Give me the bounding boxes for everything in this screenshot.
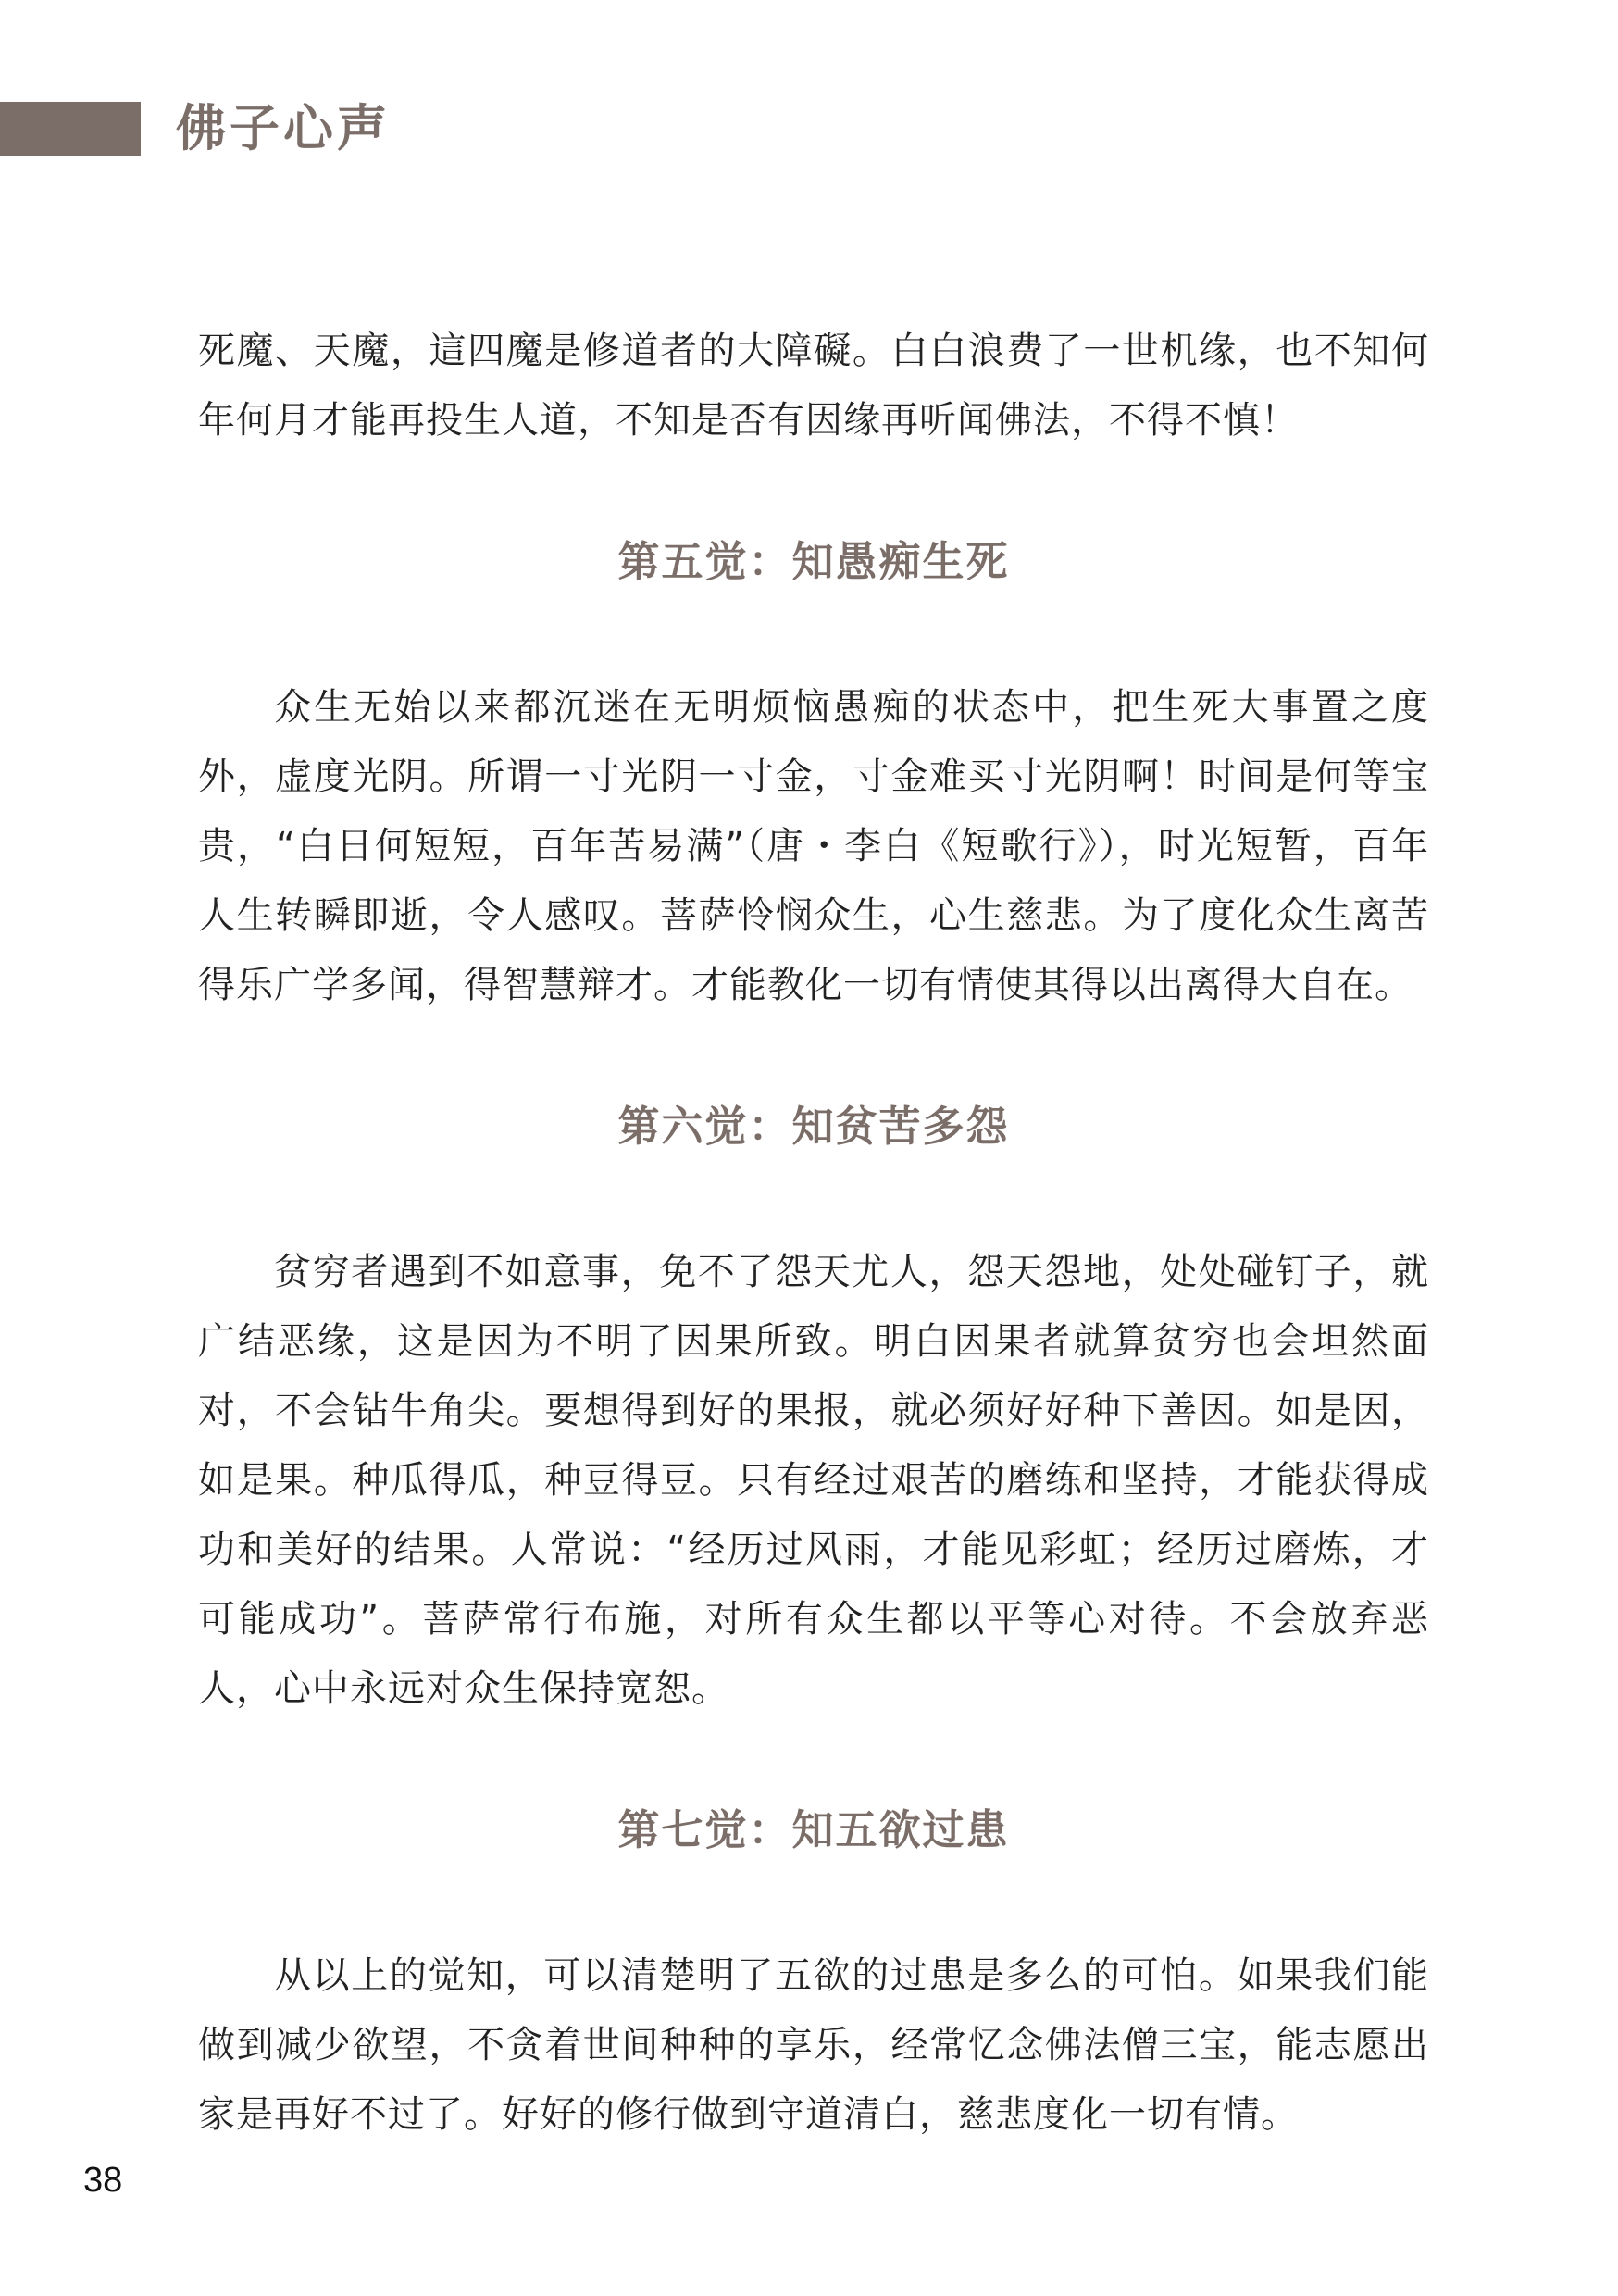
- section-heading-6: 第六觉：知贫苦多怨: [617, 1102, 1010, 1151]
- section-paragraph-7: 从以上的觉知，可以清楚明了五欲的过患是多么的可怕。如果我们能做到减少欲望，不贪着世间种种的享乐，经常忆念佛法僧三宝，能志愿出家是再好不过了。好好的修行做到守道清白，慈悲度化一切有情。: [198, 1954, 1429, 2136]
- book-title: 佛子心声: [176, 99, 391, 157]
- section-paragraph-6: 贫穷者遇到不如意事，免不了怨天尤人，怨天怨地，处处碰钉子，就广结恶缘，这是因为不明了因果所致。明白因果者就算贫穷也会坦然面对，不会钻牛角尖。要想得到好的果报，就必须好好种下善因。如是因，如是果。种瓜得瓜，种豆得豆。只有经过艰苦的磨练和坚持，才能获得成功和美好的结果。人常说：“经历过风雨，才能见彩虹；经历过磨炼，才可能成功”。菩萨常行布施，对所有众生都以平等心对待。不会放弃恶人，心中永远对众生保持宽恕。: [198, 1251, 1429, 1710]
- section-heading-7: 第七觉：知五欲过患: [617, 1805, 1010, 1854]
- page-content: [198, 317, 1429, 2150]
- page-number: 38: [83, 2161, 123, 2200]
- header-color-bar: [0, 102, 141, 156]
- intro-paragraph: 死魔、天魔，這四魔是修道者的大障礙。白白浪费了一世机缘，也不知何年何月才能再投生人道，不知是否有因缘再听闻佛法，不得不慎！: [198, 330, 1429, 442]
- section-heading-5: 第五觉：知愚痴生死: [617, 537, 1010, 586]
- section-paragraph-5: 众生无始以来都沉迷在无明烦恼愚痴的状态中，把生死大事置之度外，虚度光阴。所谓一寸光阴一寸金，寸金难买寸光阴啊！时间是何等宝贵，“白日何短短，百年苦易满”（唐・李白《短歌行》），时光短暂，百年人生转瞬即逝，令人感叹。菩萨怜悯众生，心生慈悲。为了度化众生离苦得乐广学多闻，得智慧辩才。才能教化一切有情使其得以出离得大自在。: [198, 686, 1429, 1006]
